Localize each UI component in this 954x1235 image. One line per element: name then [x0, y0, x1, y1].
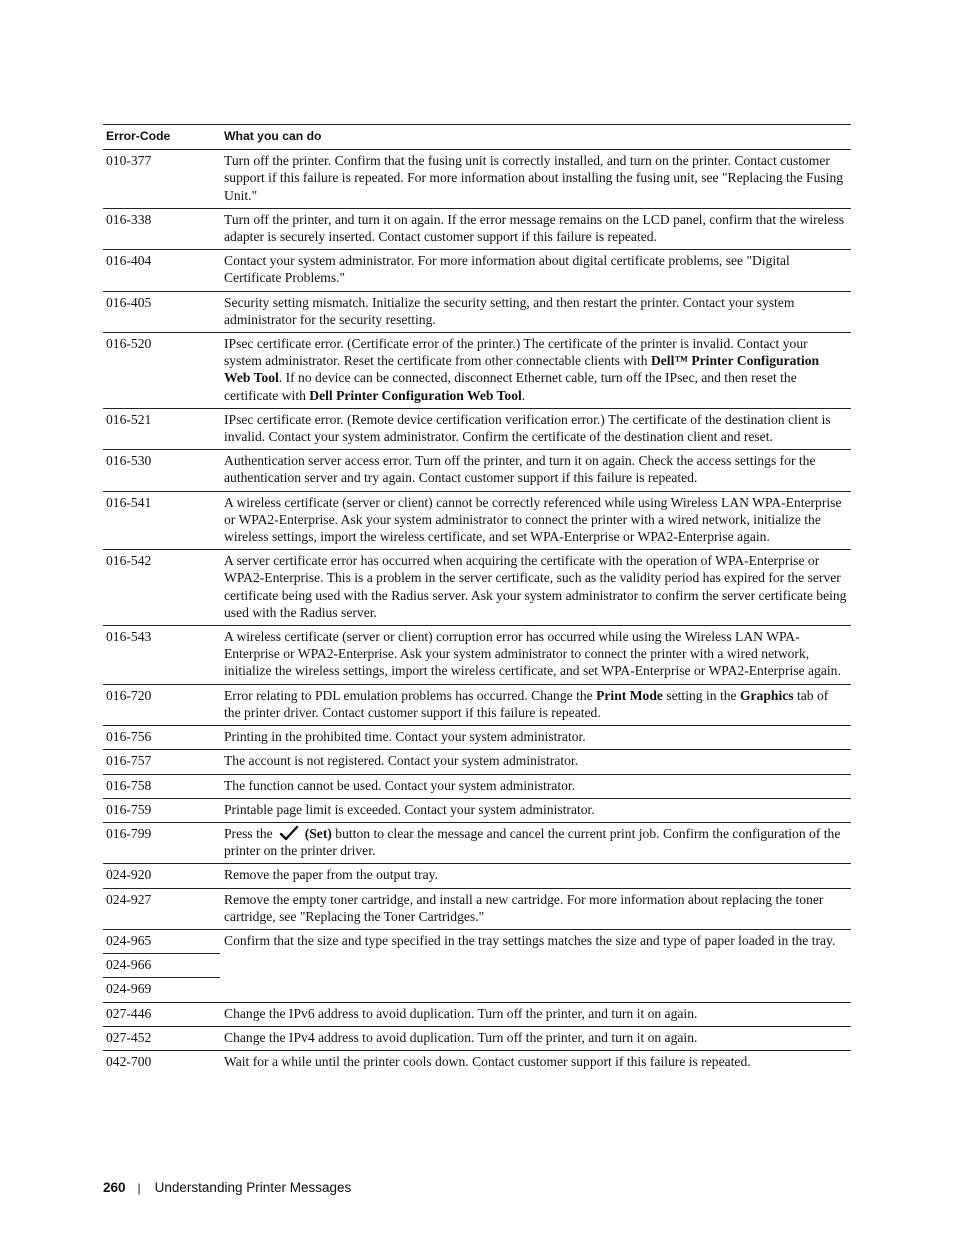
error-action: Turn off the printer. Confirm that the fusing unit is correctly installed, and turn on the printer. Contact customer support if this failure is repeated. For more information about installing the fusing unit, see "Replacing the Fusing Unit." [220, 150, 851, 209]
table-row [103, 1050, 851, 1074]
error-action: IPsec certificate error. (Remote device certification verification error.) The certificate of the destination client is invalid. Contact your system administrator. Confirm the certificate of the destination client and reset. [220, 408, 851, 449]
column-header-what-you-can-do: What you can do [220, 125, 851, 150]
error-code: 016-543 [103, 626, 220, 685]
tool-name: Dell Printer Configuration Web Tool [309, 387, 522, 403]
set-button-label: (Set) [304, 825, 332, 841]
table-row [103, 750, 851, 774]
table-row [103, 550, 851, 626]
table-row [103, 929, 851, 953]
table-row [103, 150, 851, 209]
error-code: 016-542 [103, 550, 220, 626]
column-header-error-code: Error-Code [103, 125, 220, 150]
error-code: 016-756 [103, 726, 220, 750]
table-header-row [103, 125, 851, 150]
error-action: Wait for a while until the printer cools down. Contact customer support if this failure is repeated. [224, 1053, 751, 1069]
table-row [103, 864, 851, 888]
error-code: 016-799 [103, 822, 220, 863]
error-action: Remove the empty toner cartridge, and install a new cartridge. For more information about replacing the toner cartridge, see "Replacing the Toner Cartridges." [220, 888, 851, 929]
error-code: 042-700 [106, 1053, 152, 1069]
table-row [103, 491, 851, 550]
error-action: A server certificate error has occurred when acquiring the certificate with the operation of WPA-Enterprise or WPA2-Enterprise. This is a problem in the server certificate, such as the validity period has expired for the server certificate being used with the Radius server. Ask your system administrator to confirm the server certificate being used with the Radius server. [220, 550, 851, 626]
action-text: . If no device can be connected, disconnect Ethernet cable, turn off the IPsec, and then reset the certificate with [224, 370, 797, 403]
setting-name: Print Mode [596, 687, 663, 703]
error-code: 027-452 [103, 1026, 220, 1050]
error-action: Security setting mismatch. Initialize the security setting, and then restart the printer. Contact your system administrator for the security resetting. [220, 291, 851, 332]
error-action: Printable page limit is exceeded. Contact your system administrator. [220, 798, 851, 822]
error-action: Change the IPv6 address to avoid duplication. Turn off the printer, and turn it on again. [220, 1002, 851, 1026]
table-row [103, 291, 851, 332]
error-action: Confirm that the size and type specified in the tray settings matches the size and type of paper loaded in the tray. [220, 929, 851, 1002]
error-action: Turn off the printer, and turn it on again. If the error message remains on the LCD panel, confirm that the wireless adapter is securely inserted. Contact customer support if this failure is repeated. [220, 208, 851, 249]
error-action: Authentication server access error. Turn off the printer, and turn it on again. Check the access settings for the authentication server and try again. Contact customer support if this failure is repeated. [220, 450, 851, 491]
error-code: 016-530 [103, 450, 220, 491]
page-footer [103, 1180, 351, 1195]
tab-name: Graphics [739, 687, 794, 703]
error-code: 016-541 [103, 491, 220, 550]
error-code: 016-720 [103, 684, 220, 725]
error-code: 016-521 [103, 408, 220, 449]
error-action: The function cannot be used. Contact your system administrator. [220, 774, 851, 798]
error-code: 016-757 [103, 750, 220, 774]
page-number: 260 [103, 1180, 126, 1195]
error-action: Remove the paper from the output tray. [220, 864, 851, 888]
table-row [103, 408, 851, 449]
error-action [220, 822, 851, 863]
checkmark-icon [279, 825, 299, 841]
table-row [103, 1026, 851, 1050]
error-code: 016-758 [103, 774, 220, 798]
action-text: Press the [224, 825, 273, 841]
error-action [220, 684, 851, 725]
table-row [103, 1002, 851, 1026]
error-code: 010-377 [103, 150, 220, 209]
table-row [103, 726, 851, 750]
error-code: 016-338 [103, 208, 220, 249]
error-code: 027-446 [103, 1002, 220, 1026]
table-row [103, 798, 851, 822]
error-code: 016-404 [103, 250, 220, 291]
error-action: Printing in the prohibited time. Contact your system administrator. [220, 726, 851, 750]
error-code: 024-920 [103, 864, 220, 888]
error-code: 016-759 [103, 798, 220, 822]
table-row [103, 684, 851, 725]
table-row [103, 626, 851, 685]
error-code: 024-966 [103, 954, 220, 978]
action-text: setting in the [662, 687, 740, 703]
table-row [103, 208, 851, 249]
action-text: . [521, 387, 526, 403]
tool-name: Dell™ Printer Configuration Web Tool [224, 353, 820, 386]
error-code: 024-965 [103, 929, 220, 953]
error-action [220, 333, 851, 409]
action-text: IPsec certificate error. (Certificate error of the printer.) The certificate of the printer is invalid. Contact your system administrator. Reset the certificate from other connectable clients with [224, 336, 808, 369]
error-code: 016-405 [103, 291, 220, 332]
error-action: A wireless certificate (server or client) corruption error has occurred while using the Wireless LAN WPA-Enterprise or WPA2-Enterprise. Ask your system administrator to connect the printer with a wired network, initialize the wireless settings, import the wireless certificate, and set WPA-Enterprise or WPA2-Enterprise again. [220, 626, 851, 685]
error-action: Contact your system administrator. For more information about digital certificate problems, see "Digital Certificate Problems." [220, 250, 851, 291]
error-code: 016-520 [103, 333, 220, 409]
action-text: tab of the printer driver. Contact customer support if this failure is repeated. [224, 687, 829, 720]
error-action: The account is not registered. Contact your system administrator. [220, 750, 851, 774]
table-row [103, 333, 851, 409]
action-text: button to clear the message and cancel the current print job. Confirm the configuration of the printer on the printer driver. [224, 825, 841, 859]
error-code-table [103, 124, 851, 1074]
error-action: A wireless certificate (server or client) cannot be correctly referenced while using Wireless LAN WPA-Enterprise or WPA2-Enterprise. Ask your system administrator to connect the printer with a wired network, initialize the wireless settings, import the wireless certificate, and set WPA-Enterprise or WPA2-Enterprise again. [220, 491, 851, 550]
table-row [103, 450, 851, 491]
table-row [103, 888, 851, 929]
action-text: Error relating to PDL emulation problems has occurred. Change the [224, 687, 597, 703]
table-row [103, 250, 851, 291]
error-code: 024-927 [103, 888, 220, 929]
table-row [103, 774, 851, 798]
footer-separator: | [137, 1180, 141, 1195]
table-row [103, 822, 851, 863]
error-code: 024-969 [103, 978, 220, 1002]
error-action: Change the IPv4 address to avoid duplication. Turn off the printer, and turn it on again. [220, 1026, 851, 1050]
section-title: Understanding Printer Messages [154, 1180, 352, 1195]
